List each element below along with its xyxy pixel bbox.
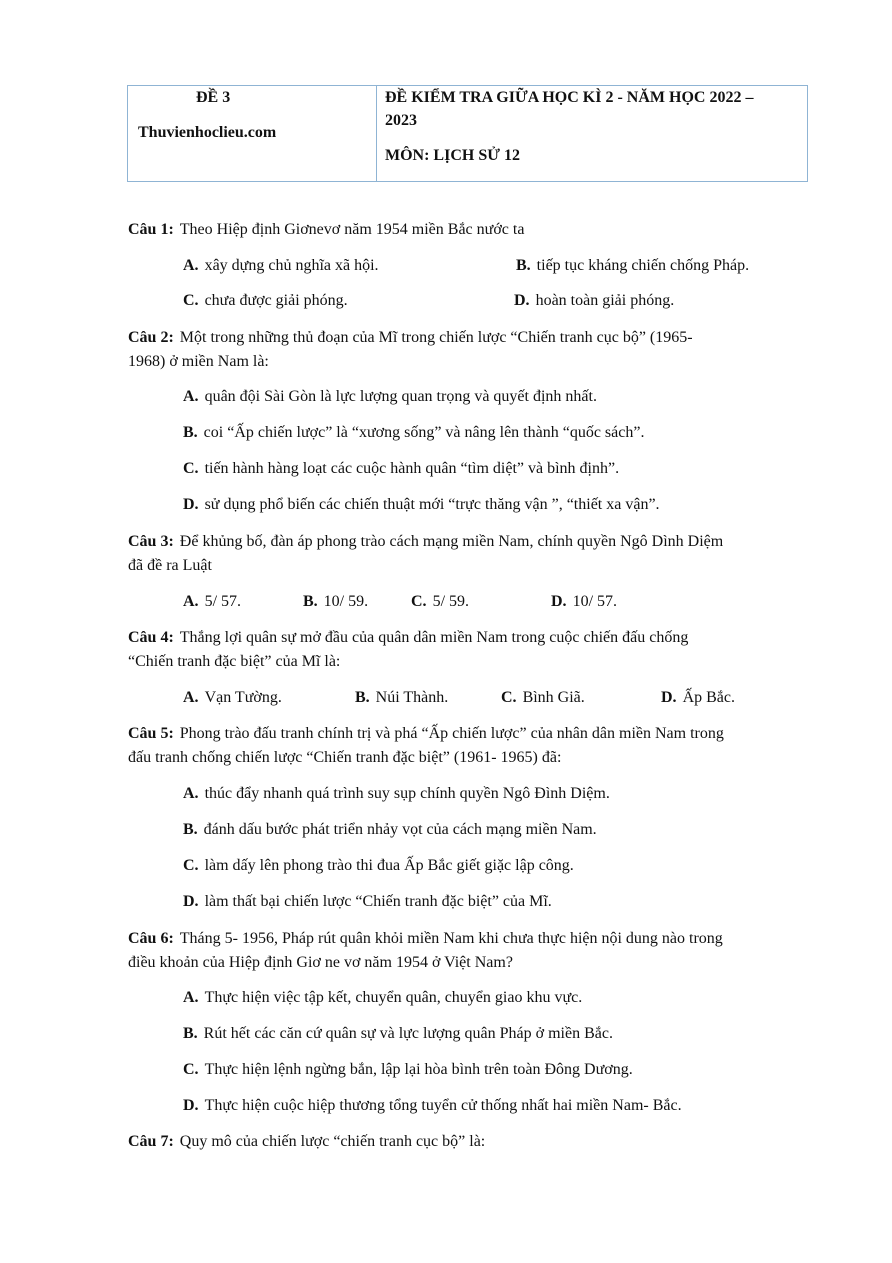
question-label: Câu 5: xyxy=(128,725,174,742)
question-7 xyxy=(128,1130,808,1154)
q6-option-d: D. Thực hiện cuộc hiệp thương tổng tuyển cử thống nhất hai miền Nam- Bắc. xyxy=(183,1097,682,1114)
question-text-line2: 1968) ở miền Nam là: xyxy=(128,353,269,370)
question-text-line2: điều khoản của Hiệp định Giơ ne vơ năm 1954 ở Việt Nam? xyxy=(128,954,513,971)
q6-option-b: B. Rút hết các căn cứ quân sự và lực lượng quân Pháp ở miền Bắc. xyxy=(183,1025,613,1042)
q4-option-d: D. Ấp Bắc. xyxy=(661,689,735,706)
question-label: Câu 3: xyxy=(128,533,174,550)
q5-option-a: A. thúc đẩy nhanh quá trình suy sụp chính quyền Ngô Đình Diệm. xyxy=(183,785,610,802)
question-label: Câu 2: xyxy=(128,329,174,346)
question-4 xyxy=(128,626,808,674)
q2-option-b: B. coi “Ấp chiến lược” là “xương sống” và nâng lên thành “quốc sách”. xyxy=(183,424,645,441)
q3-option-c: C. 5/ 59. xyxy=(411,593,470,610)
q5-option-d: D. làm thất bại chiến lược “Chiến tranh đặc biệt” của Mĩ. xyxy=(183,893,552,910)
question-text-line2: đã đề ra Luật xyxy=(128,557,212,574)
question-6 xyxy=(128,927,808,975)
question-text: Theo Hiệp định Giơnevơ năm 1954 miền Bắc nước ta xyxy=(179,221,525,238)
exam-title-line1: ĐỀ KIỂM TRA GIỮA HỌC KÌ 2 - NĂM HỌC 2022 – xyxy=(385,89,754,106)
q2-option-c: C. tiến hành hàng loạt các cuộc hành quân “tìm diệt” và bình định”. xyxy=(183,460,620,477)
subject-title: MÔN: LỊCH SỬ 12 xyxy=(385,147,520,164)
question-text-line1: Thắng lợi quân sự mở đầu của quân dân miền Nam trong cuộc chiến đấu chống xyxy=(179,629,689,646)
header-right-cell xyxy=(377,86,807,181)
q2-option-a: A. quân đội Sài Gòn là lực lượng quan trọng và quyết định nhất. xyxy=(183,388,597,405)
question-text: Quy mô của chiến lược “chiến tranh cục bộ” là: xyxy=(179,1133,486,1150)
q4-option-c: C. Bình Giã. xyxy=(501,689,585,706)
q1-option-a: A. xây dựng chủ nghĩa xã hội. xyxy=(183,257,379,274)
q5-option-c: C. làm dấy lên phong trào thi đua Ấp Bắc giết giặc lập công. xyxy=(183,857,574,874)
question-label: Câu 4: xyxy=(128,629,174,646)
question-1 xyxy=(128,218,808,242)
question-label: Câu 7: xyxy=(128,1133,174,1150)
question-3 xyxy=(128,530,808,578)
q1-option-d: D. hoàn toàn giải phóng. xyxy=(514,292,675,309)
q3-option-d: D. 10/ 57. xyxy=(551,593,618,610)
question-text-line2: “Chiến tranh đặc biệt” của Mĩ là: xyxy=(128,653,341,670)
question-label: Câu 6: xyxy=(128,930,174,947)
q6-option-a: A. Thực hiện việc tập kết, chuyển quân, chuyển giao khu vực. xyxy=(183,989,583,1006)
source-name: Thuvienhoclieu.com xyxy=(138,124,277,141)
q6-option-c: C. Thực hiện lệnh ngừng bắn, lập lại hòa bình trên toàn Đông Dương. xyxy=(183,1061,633,1078)
q4-option-a: A. Vạn Tường. xyxy=(183,689,282,706)
q1-option-b: B. tiếp tục kháng chiến chống Pháp. xyxy=(516,257,750,274)
question-2 xyxy=(128,326,808,374)
question-text-line2: đấu tranh chống chiến lược “Chiến tranh đặc biệt” (1961- 1965) đã: xyxy=(128,749,562,766)
question-5 xyxy=(128,722,808,770)
q4-option-b: B. Núi Thành. xyxy=(355,689,449,706)
exam-code: ĐỀ 3 xyxy=(196,89,231,106)
question-text-line1: Phong trào đấu tranh chính trị và phá “Ấp chiến lược” của nhân dân miền Nam trong xyxy=(179,725,724,742)
q5-option-b: B. đánh dấu bước phát triển nhảy vọt của cách mạng miền Nam. xyxy=(183,821,597,838)
header-table xyxy=(127,85,808,182)
q3-option-b: B. 10/ 59. xyxy=(303,593,369,610)
q3-option-a: A. 5/ 57. xyxy=(183,593,242,610)
question-text-line1: Tháng 5- 1956, Pháp rút quân khỏi miền Nam khi chưa thực hiện nội dung nào trong xyxy=(179,930,723,947)
question-text-line1: Một trong những thủ đoạn của Mĩ trong chiến lược “Chiến tranh cục bộ” (1965- xyxy=(179,329,693,346)
question-text-line1: Để khủng bố, đàn áp phong trào cách mạng miền Nam, chính quyền Ngô Dình Diệm xyxy=(179,533,724,550)
q1-option-c: C. chưa được giải phóng. xyxy=(183,292,348,309)
header-left-cell xyxy=(128,86,377,181)
question-label: Câu 1: xyxy=(128,221,174,238)
exam-title-line2: 2023 xyxy=(385,112,417,129)
q2-option-d: D. sử dụng phổ biến các chiến thuật mới “trực thăng vận ”, “thiết xa vận”. xyxy=(183,496,660,513)
